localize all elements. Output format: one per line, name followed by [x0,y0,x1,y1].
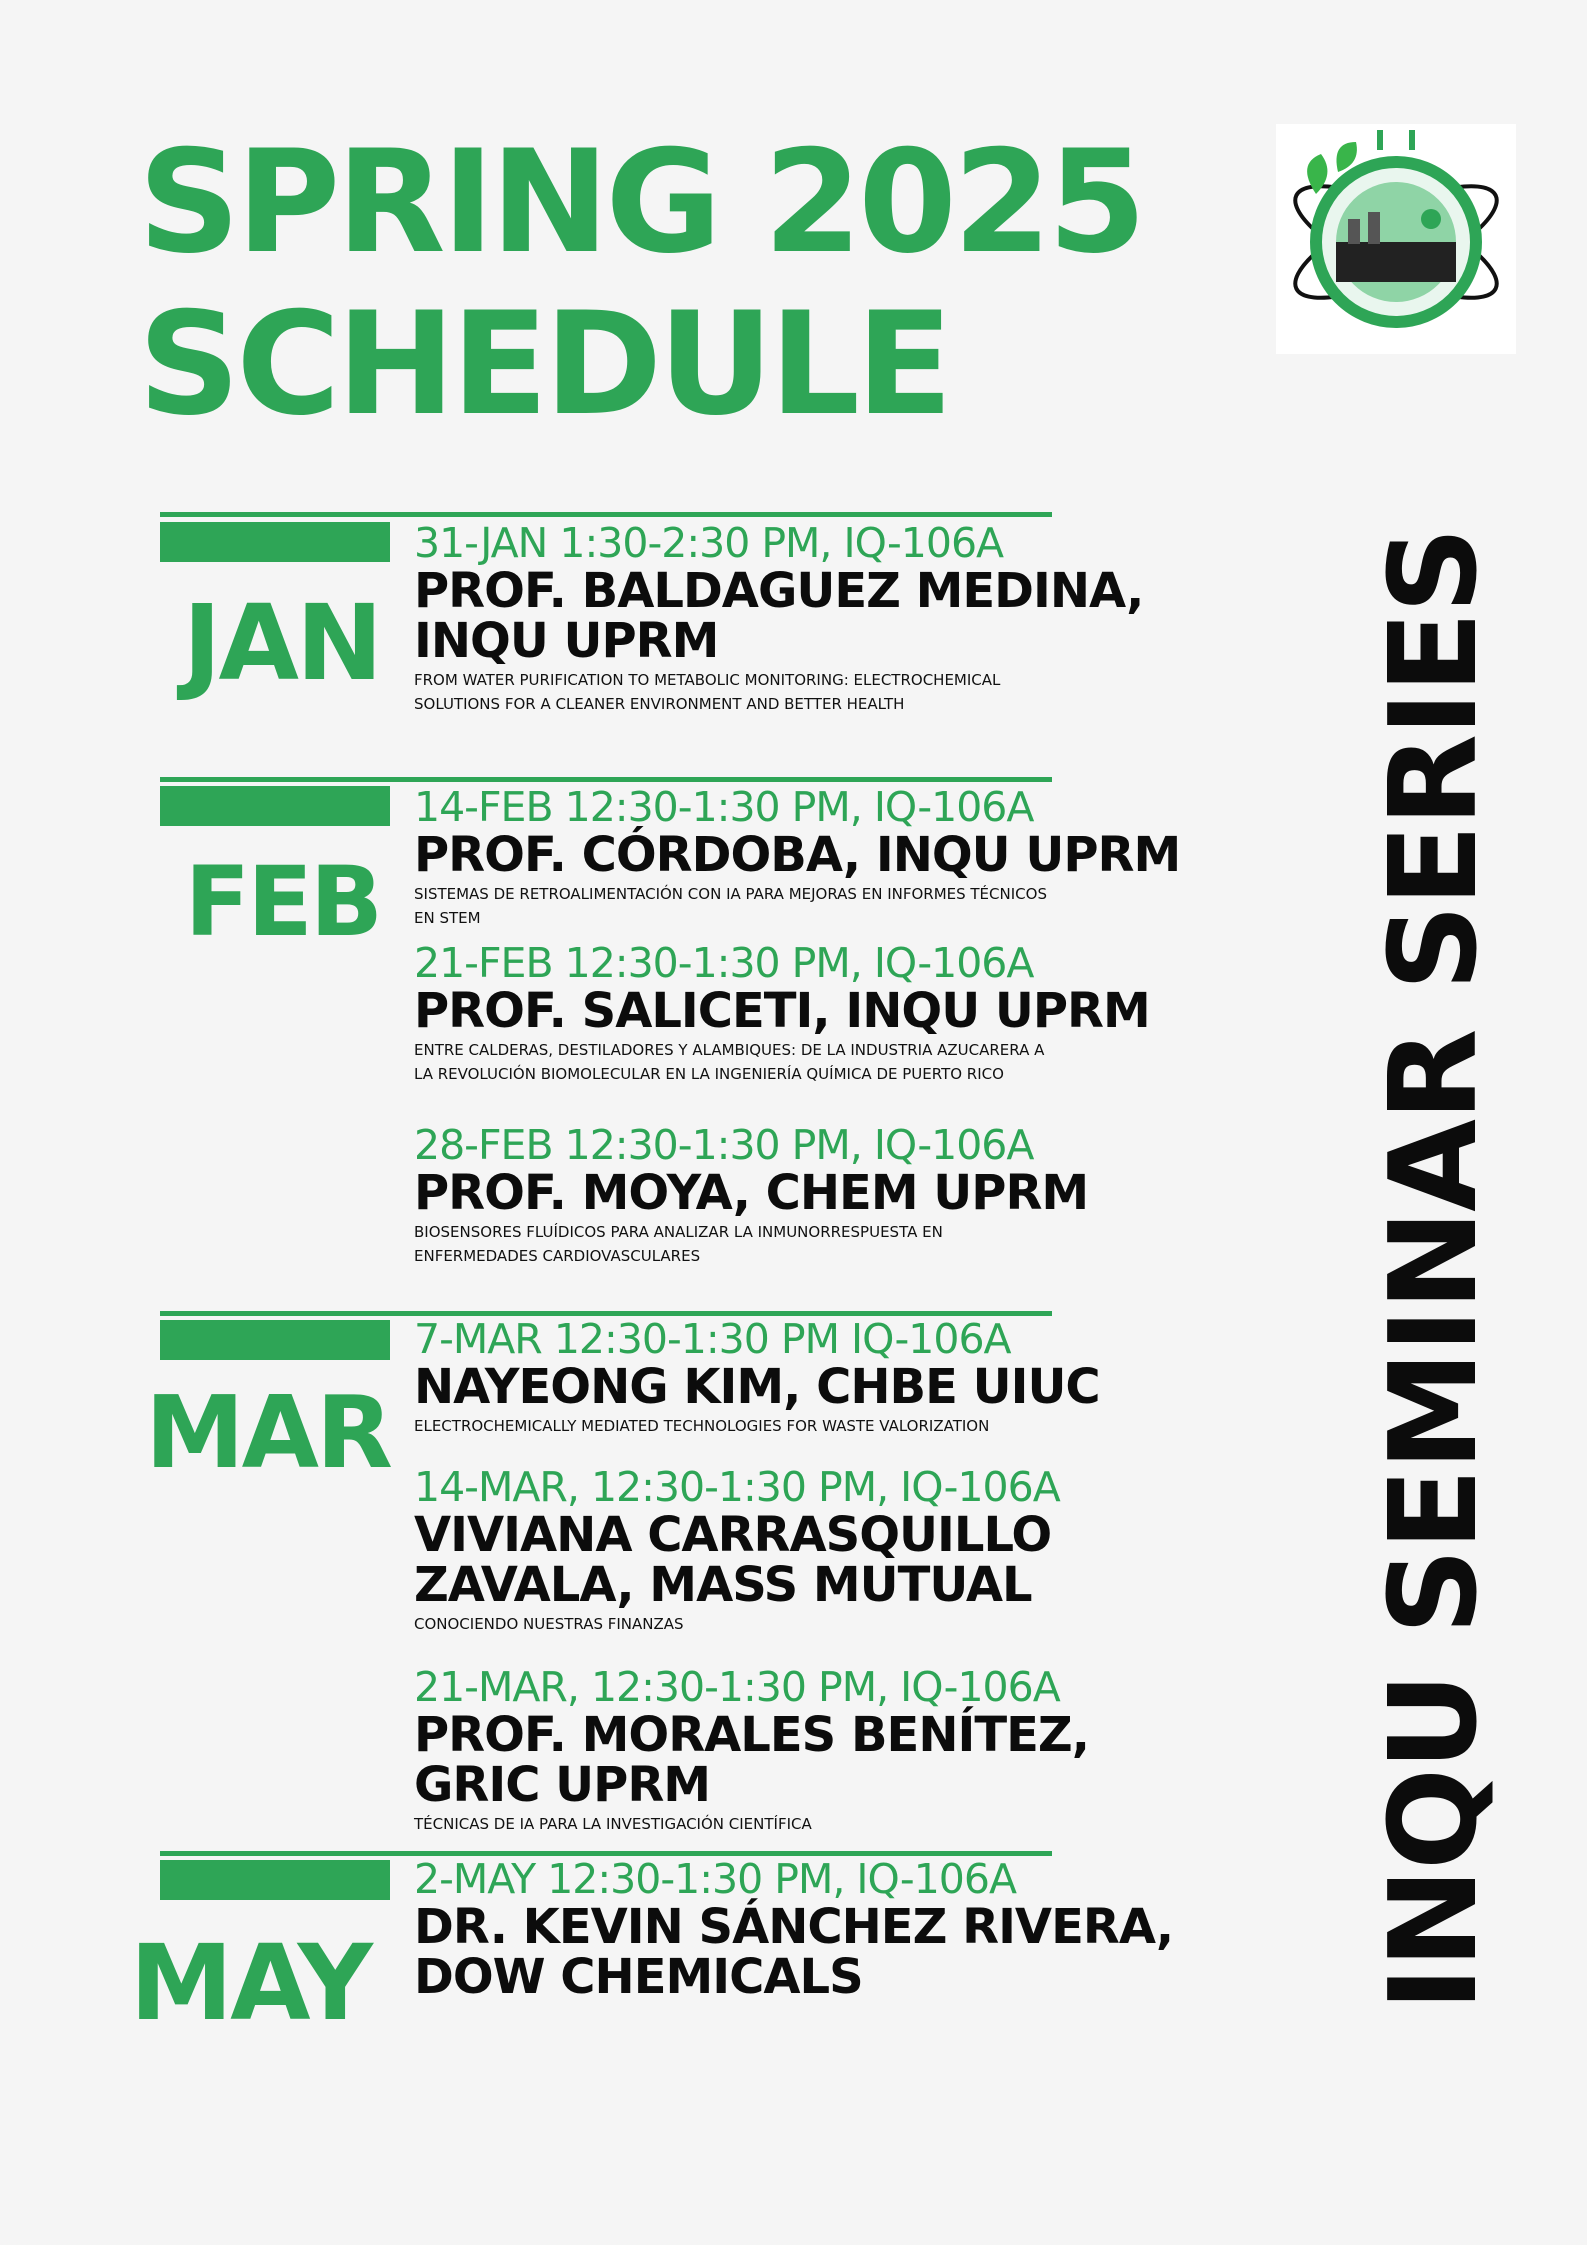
event-speaker: VIVIANA CARRASQUILLO ZAVALA, MASS MUTUAL [414,1507,1052,1613]
month-label-mar: MAR [145,1374,390,1491]
event-speaker: PROF. BALDAGUEZ MEDINA, INQU UPRM [414,563,1144,669]
month-label-may: MAY [129,1922,370,2044]
event-speaker: PROF. MORALES BENÍTEZ, GRIC UPRM [414,1707,1089,1813]
event-mar-21 [414,1664,1254,1836]
event-date: 21-MAR, 12:30-1:30 PM, IQ-106A [414,1663,1060,1711]
month-bar-feb [160,786,390,826]
month-label-feb: FEB [184,846,380,958]
event-talk: SISTEMAS DE RETROALIMENTACIÓN CON IA PARA MEJORAS EN INFORMES TÉCNICOS EN STEM [414,885,1047,927]
month-bar-may [160,1860,390,1900]
event-talk: ENTRE CALDERAS, DESTILADORES Y ALAMBIQUES: DE LA INDUSTRIA AZUCARERA A LA REVOLUCIÓN BIOMOLECULAR EN LA INGENIERÍA QUÍMICA DE PUERTO RICO [414,1041,1045,1083]
event-date: 28-FEB 12:30-1:30 PM, IQ-106A [414,1121,1034,1169]
event-speaker: PROF. CÓRDOBA, INQU UPRM [414,827,1181,883]
event-talk: CONOCIENDO NUESTRAS FINANZAS [414,1615,684,1633]
event-talk: ELECTROCHEMICALLY MEDIATED TECHNOLOGIES FOR WASTE VALORIZATION [414,1417,990,1435]
event-mar-7 [414,1316,1254,1438]
title-line-2: SCHEDULE [138,282,949,447]
event-date: 7-MAR 12:30-1:30 PM IQ-106A [414,1315,1011,1363]
event-feb-14 [414,784,1254,930]
event-feb-21 [414,940,1254,1086]
event-speaker: DR. KEVIN SÁNCHEZ RIVERA, DOW CHEMICALS [414,1899,1174,2005]
logo [1276,124,1516,354]
month-rule-feb [160,777,1052,782]
event-talk: BIOSENSORES FLUÍDICOS PARA ANALIZAR LA INMUNORRESPUESTA EN ENFERMEDADES CARDIOVASCULARES [414,1223,943,1265]
event-feb-28 [414,1122,1254,1268]
month-bar-mar [160,1320,390,1360]
event-talk: TÉCNICAS DE IA PARA LA INVESTIGACIÓN CIENTÍFICA [414,1815,812,1833]
event-date: 14-MAR, 12:30-1:30 PM, IQ-106A [414,1463,1060,1511]
event-may-2 [414,1855,1254,2005]
event-date: 21-FEB 12:30-1:30 PM, IQ-106A [414,939,1034,987]
event-date: 2-MAY 12:30-1:30 PM, IQ-106A [414,1855,1017,1903]
event-mar-14 [414,1464,1254,1636]
event-date: 14-FEB 12:30-1:30 PM, IQ-106A [414,783,1034,831]
event-speaker: PROF. MOYA, CHEM UPRM [414,1165,1089,1221]
month-rule-jan [160,512,1052,517]
month-label-jan: JAN [182,582,380,704]
event-jan-31 [414,520,1254,716]
event-talk: FROM WATER PURIFICATION TO METABOLIC MONITORING: ELECTROCHEMICAL SOLUTIONS FOR A CLEANER ENVIRONMENT AND BETTER HEALTH [414,671,1001,713]
event-date: 31-JAN 1:30-2:30 PM, IQ-106A [414,519,1004,567]
event-speaker: NAYEONG KIM, CHBE UIUC [414,1359,1100,1415]
month-bar-jan [160,522,390,562]
title-line-1: SPRING 2025 [138,120,1143,285]
event-speaker: PROF. SALICETI, INQU UPRM [414,983,1150,1039]
side-title: INQU SEMINAR SERIES [1365,528,1504,2012]
uprm-chemical-engineering-logo-icon [1276,124,1516,354]
